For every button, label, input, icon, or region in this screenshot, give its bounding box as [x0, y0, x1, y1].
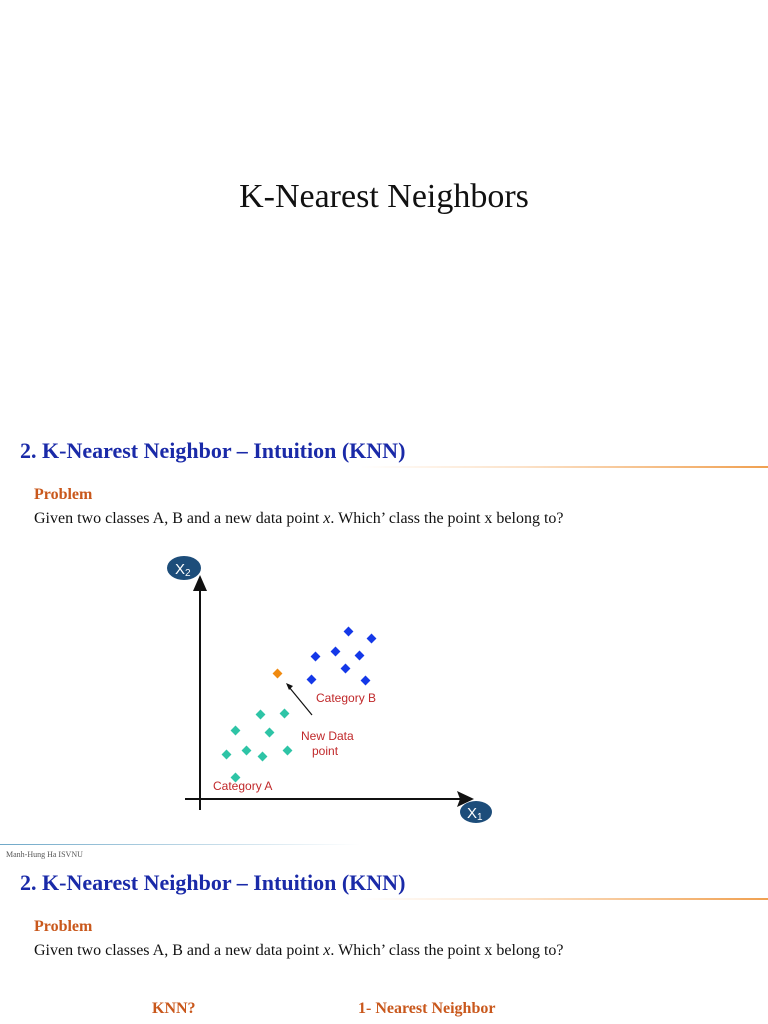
- slide-title: K-Nearest Neighbors: [239, 178, 529, 215]
- category-a-points: [222, 709, 293, 783]
- intuition-slide: [0, 410, 768, 862]
- category-a-label: Category A: [213, 779, 273, 793]
- new-point-label-line1: New Data: [301, 729, 354, 743]
- footer-credit: Manh-Hung Ha ISVNU: [6, 850, 83, 859]
- category-b-point: [355, 651, 365, 661]
- heading-rule: [360, 898, 768, 900]
- x-axis-badge: [460, 801, 492, 823]
- slide-heading: 2. K-Nearest Neighbor – Intuition (KNN): [20, 870, 406, 895]
- category-a-point: [222, 750, 232, 760]
- category-a-point: [265, 728, 275, 738]
- y-axis-badge: [167, 556, 201, 580]
- problem-text-pre: Given two classes A, B and a new data point: [34, 510, 324, 527]
- problem-text-var: x: [323, 942, 331, 959]
- problem-text-pre: Given two classes A, B and a new data point: [34, 942, 324, 959]
- problem-text-var: x: [323, 510, 331, 527]
- category-a-point: [283, 746, 293, 756]
- problem-text-post: . Which’ class the point x belong to?: [330, 942, 564, 959]
- one-nn-heading: 1- Nearest Neighbor: [358, 1000, 496, 1017]
- category-b-point: [307, 675, 317, 685]
- category-a-point: [256, 710, 266, 720]
- problem-label: Problem: [34, 918, 93, 935]
- category-b-point: [331, 647, 341, 657]
- problem-text-post: . Which’ class the point x belong to?: [330, 510, 564, 527]
- new-point-arrow-line: [289, 687, 312, 715]
- heading-rule: [360, 466, 768, 468]
- new-data-point: [273, 669, 283, 679]
- slide-heading: 2. K-Nearest Neighbor – Intuition (KNN): [20, 438, 406, 463]
- category-b-point: [311, 652, 321, 662]
- intuition-slide-2: [0, 862, 768, 1024]
- knn-scatter-figure: [160, 555, 500, 830]
- category-b-points: [307, 627, 377, 686]
- y-axis-label: X2: [175, 561, 191, 579]
- knn-question: KNN?: [152, 1000, 196, 1017]
- problem-statement: [34, 942, 564, 960]
- new-point-label-line2: point: [312, 744, 339, 758]
- new-point-arrow-head: [286, 683, 293, 690]
- category-a-point: [280, 709, 290, 719]
- category-b-label: Category B: [316, 691, 377, 705]
- category-b-point: [361, 676, 371, 686]
- category-b-point: [341, 664, 351, 674]
- y-axis-arrow: [193, 575, 207, 591]
- category-a-point: [258, 752, 268, 762]
- x-axis-label: X1: [467, 805, 483, 823]
- category-a-point: [231, 726, 241, 736]
- category-b-point: [367, 634, 377, 644]
- category-a-point: [242, 746, 252, 756]
- problem-label: Problem: [34, 486, 93, 503]
- footer-rule: [0, 844, 360, 845]
- title-slide: [0, 0, 768, 410]
- problem-statement: [34, 510, 564, 528]
- category-b-point: [344, 627, 354, 637]
